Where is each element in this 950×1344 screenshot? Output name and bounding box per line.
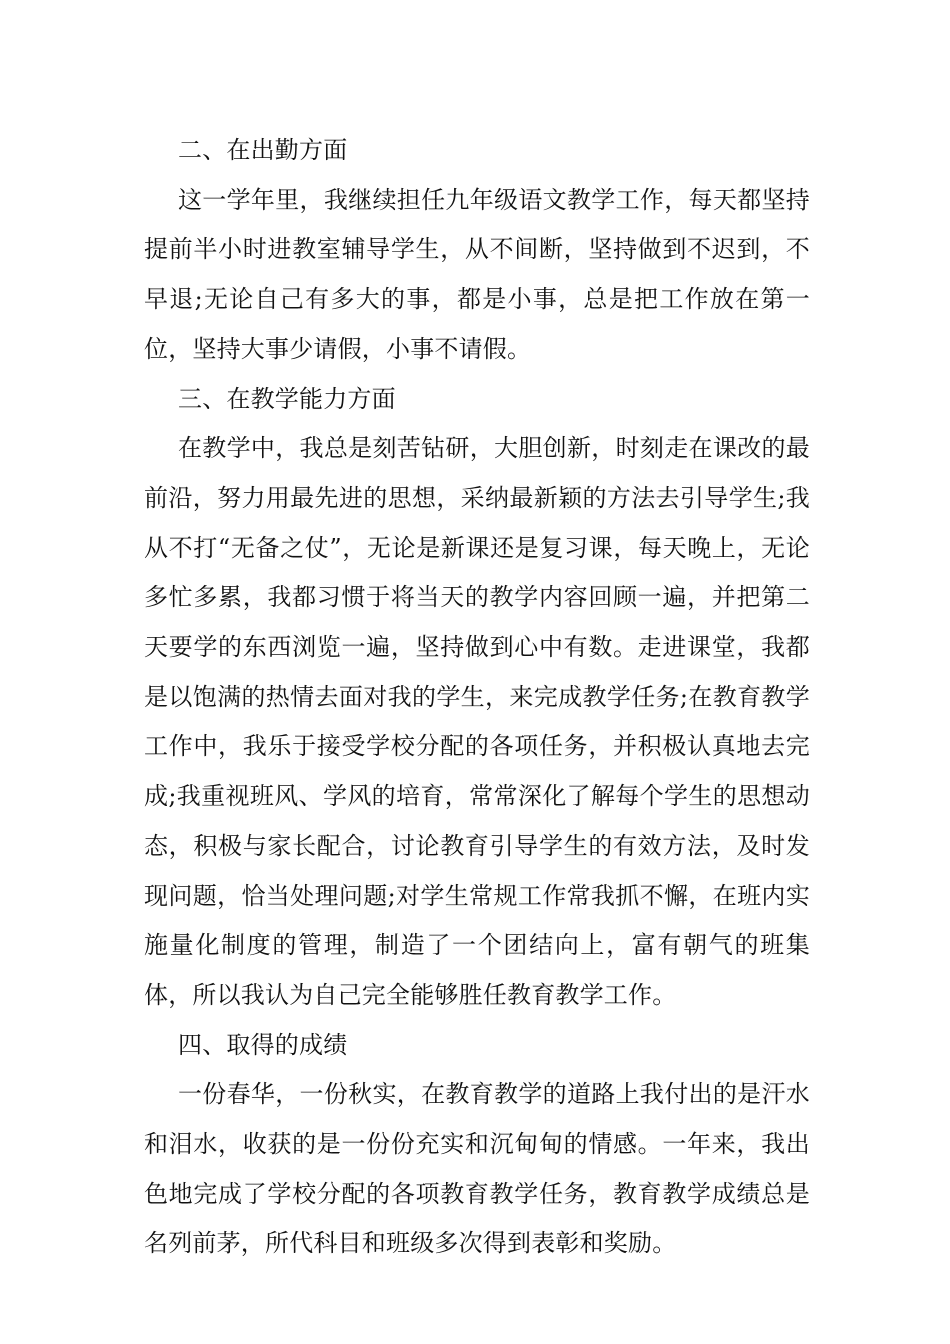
- section-heading-attendance: 二、在出勤方面: [178, 136, 348, 164]
- section-body-attendance: 这一学年里，我继续担任九年级语文教学工作，每天都坚持提前半小时进教室辅导学生，从不间断，坚持做到不迟到，不早退;无论自己有多大的事，都是小事，总是把工作放在第一位，坚持大事少请假，小事不请假。: [144, 185, 810, 363]
- section-heading-teaching-ability: 三、在教学能力方面: [178, 384, 396, 413]
- section-body-teaching-ability: 在教学中，我总是刻苦钻研，大胆创新，时刻走在课改的最前沿，努力用最先进的思想，采纳最新颖的方法去引导学生;我从不打“无备之仗”，无论是新课还是复习课，每天晚上，无论多忙多累，我都习惯于将当天的教学内容回顾一遍，并把第二天要学的东西浏览一遍，坚持做到心中有数。走进课堂，我都是以饱满的热情去面对我的学生，来完成教学任务;在教育教学工作中，我乐于接受学校分配的各项任务，并积极认真地去完成;我重视班风、学风的培育，常常深化了解每个学生的思想动态，积极与家长配合，讨论教育引导学生的有效方法，及时发现问题，恰当处理问题;对学生常规工作常我抓不懈，在班内实施量化制度的管理，制造了一个团结向上，富有朝气的班集体，所以我认为自己完全能够胜任教育教学工作。: [144, 434, 810, 1009]
- section-body-achievements: 一份春华，一份秋实，在教育教学的道路上我付出的是汗水和泪水，收获的是一份份充实和沉甸甸的情感。一年来，我出色地完成了学校分配的各项教育教学任务，教育教学成绩总是名列前茅，所代科目和班级多次得到表彰和奖励。: [144, 1080, 810, 1258]
- section-heading-achievements: 四、取得的成绩: [178, 1030, 348, 1059]
